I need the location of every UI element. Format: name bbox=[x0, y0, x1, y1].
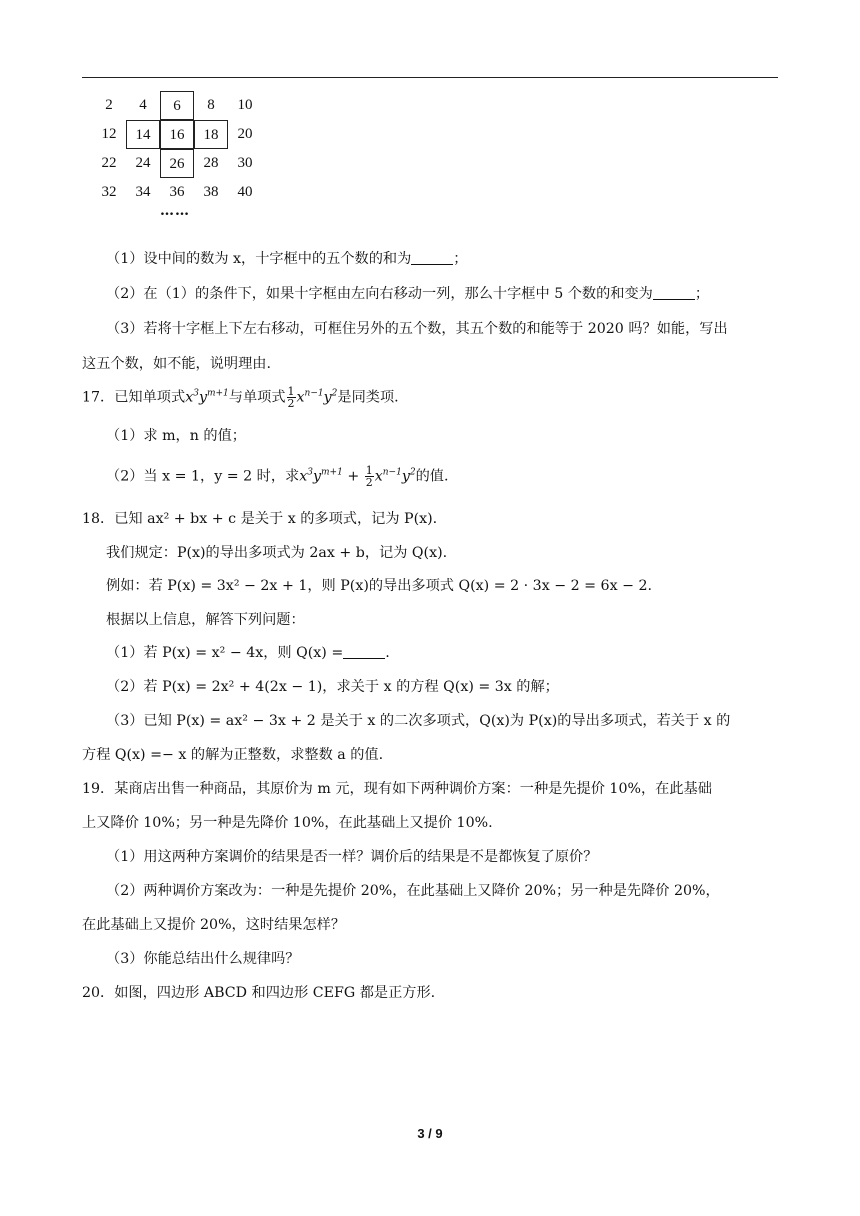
math-exp: m+1 bbox=[206, 388, 229, 399]
q18-part2: （2）若 P(x) = 2x² + 4(2x − 1)，求关于 x 的方程 Q(x) = 3x 的解； bbox=[106, 679, 559, 695]
grid-cell: 38 bbox=[203, 184, 219, 200]
q19-part3: （3）你能总结出什么规律吗？ bbox=[106, 951, 300, 967]
q18-intro: 根据以上信息，解答下列问题： bbox=[106, 612, 305, 628]
grid-cell: 40 bbox=[237, 184, 253, 200]
math-exp: 3 bbox=[307, 467, 313, 478]
grid-cell: 4 bbox=[139, 97, 147, 113]
grid-cell: 2 bbox=[105, 97, 113, 113]
q16-part3-line2: 这五个数，如不能，说明理由. bbox=[82, 356, 271, 372]
grid-cell: 30 bbox=[237, 155, 253, 171]
grid-cell: 28 bbox=[203, 155, 219, 171]
grid-cell: 34 bbox=[135, 184, 151, 200]
grid-cell-framed: 16 bbox=[160, 120, 194, 149]
answer-blank bbox=[343, 644, 385, 659]
fraction-half bbox=[287, 386, 296, 409]
math-exp: 3 bbox=[193, 388, 199, 399]
math-var: x bbox=[296, 389, 305, 406]
q17-part1: （1）求 m，n 的值； bbox=[106, 428, 246, 444]
q19-part2-line1: （2）两种调价方案改为：一种是先提价 20%，在此基础上又降价 20%；另一种是先降价 20%， bbox=[106, 883, 720, 899]
q18-part3-line2: 方程 Q(x) =− x 的解为正整数，求整数 a 的值. bbox=[82, 747, 384, 763]
q16-part2-text: （2）在（1）的条件下，如果十字框由左向右移动一列，那么十字框中 5 个数的和变为 bbox=[106, 286, 653, 302]
q16-part1 bbox=[106, 248, 468, 268]
math-exp: m+1 bbox=[321, 467, 343, 478]
fraction-den: 2 bbox=[365, 476, 373, 489]
grid-cell: 24 bbox=[135, 155, 151, 171]
answer-blank bbox=[411, 250, 453, 265]
math-exp: 2 bbox=[331, 388, 338, 399]
math-var: y bbox=[313, 468, 322, 485]
header-rule bbox=[82, 77, 778, 78]
math-op: + bbox=[342, 468, 364, 485]
grid-cell: 20 bbox=[237, 126, 253, 142]
q19-stem-line1: 19．某商店出售一种商品，其原价为 m 元，现有如下两种调价方案：一种是先提价 10%，在此基础 bbox=[82, 781, 712, 797]
q18-part1 bbox=[106, 642, 390, 662]
q18-part3-line1: （3）已知 P(x) = ax² − 3x + 2 是关于 x 的二次多项式，Q(x)为 P(x)的导出多项式，若关于 x 的 bbox=[106, 713, 731, 729]
punct: . bbox=[385, 645, 390, 661]
q17-part2 bbox=[106, 465, 448, 488]
math-var: y bbox=[323, 389, 332, 406]
q20-stem: 20．如图，四边形 ABCD 和四边形 CEFG 都是正方形. bbox=[82, 985, 436, 1001]
q16-part3-line1: （3）若将十字框上下左右移动，可框住另外的五个数，其五个数的和能等于 2020 吗？如能，写出 bbox=[106, 321, 728, 337]
q19-part2-line2: 在此基础上又提价 20%，这时结果怎样？ bbox=[82, 917, 346, 933]
grid-cell: 12 bbox=[101, 126, 117, 142]
q18-stem: 18．已知 ax² + bx + c 是关于 x 的多项式，记为 P(x). bbox=[82, 511, 438, 527]
grid-ellipsis: …… bbox=[160, 203, 190, 219]
grid-cell: 22 bbox=[101, 155, 117, 171]
q17-stem-text: 是同类项. bbox=[337, 389, 399, 406]
grid-cell-framed: 14 bbox=[126, 120, 160, 149]
math-exp: n−1 bbox=[382, 467, 402, 478]
punct: ； bbox=[453, 251, 468, 267]
grid-cell: 36 bbox=[169, 184, 185, 200]
fraction-half bbox=[365, 465, 374, 488]
math-exp: n−1 bbox=[304, 388, 324, 399]
grid-cell: 8 bbox=[207, 97, 215, 113]
q19-part1: （1）用这两种方案调价的结果是否一样？调价后的结果是不是都恢复了原价？ bbox=[106, 849, 598, 865]
fraction-num: 1 bbox=[365, 464, 373, 477]
q17-stem bbox=[82, 386, 399, 409]
q17-stem-text: 17．已知单项式 bbox=[82, 389, 186, 406]
q16-part2 bbox=[106, 283, 709, 303]
grid-cell-framed: 26 bbox=[160, 149, 194, 178]
math-var: x bbox=[374, 468, 383, 485]
math-var: x bbox=[299, 468, 308, 485]
page-number: 3 / 9 bbox=[417, 1126, 443, 1141]
math-exp: 2 bbox=[409, 467, 416, 478]
answer-blank bbox=[653, 285, 695, 300]
q17-stem-text: 与单项式 bbox=[228, 389, 286, 406]
q17-part2-text: 的值. bbox=[415, 468, 449, 485]
math-var: y bbox=[401, 468, 410, 485]
fraction-num: 1 bbox=[287, 385, 295, 398]
grid-cell-framed: 18 bbox=[194, 120, 228, 149]
q19-stem-line2: 上又降价 10%；另一种是先降价 10%，在此基础上又提价 10%. bbox=[82, 815, 493, 831]
grid-cell: 32 bbox=[101, 184, 117, 200]
punct: ； bbox=[694, 286, 710, 302]
q18-rule: 我们规定：P(x)的导出多项式为 2ax + b，记为 Q(x). bbox=[106, 545, 448, 561]
math-var: y bbox=[198, 389, 207, 406]
math-var: x bbox=[185, 389, 194, 406]
q17-part2-text: （2）当 x = 1，y = 2 时，求 bbox=[106, 468, 300, 485]
q18-part1-text: （1）若 P(x) = x² − 4x，则 Q(x) = bbox=[106, 645, 344, 661]
grid-cell: 10 bbox=[237, 97, 253, 113]
number-grid bbox=[92, 91, 272, 221]
q18-example: 例如：若 P(x) = 3x² − 2x + 1，则 P(x)的导出多项式 Q(x) = 2 · 3x − 2 = 6x − 2. bbox=[106, 578, 653, 594]
q16-part1-text: （1）设中间的数为 x，十字框中的五个数的和为 bbox=[106, 251, 412, 267]
grid-cell-framed: 6 bbox=[160, 91, 194, 120]
fraction-den: 2 bbox=[287, 397, 295, 410]
